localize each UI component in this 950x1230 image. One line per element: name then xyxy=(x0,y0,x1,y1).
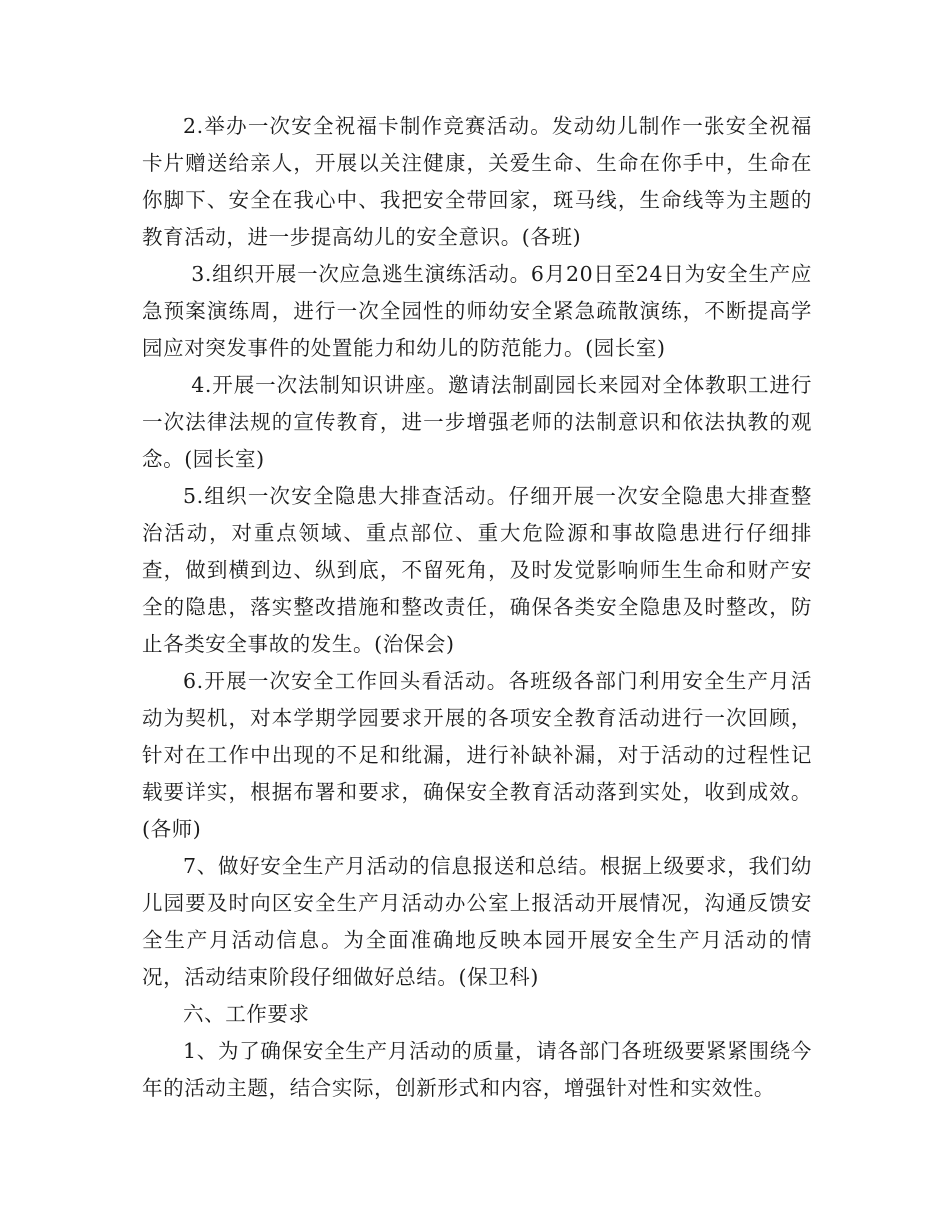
paragraph-item-4: 4.开展一次法制知识讲座。邀请法制副园长来园对全体教职工进行一次法律法规的宣传教育，进一步增强老师的法制意识和依法执教的观念。(园长室) xyxy=(142,373,812,471)
paragraph-requirement-1: 1、为了确保安全生产月活动的质量，请各部门各班级要紧紧围绕今年的活动主题，结合实际，创新形式和内容，增强针对性和实效性。 xyxy=(142,1039,812,1100)
paragraph-item-5: 5.组织一次安全隐患大排查活动。仔细开展一次安全隐患大排查整治活动，对重点领域、重点部位、重大危险源和事故隐患进行仔细排查，做到横到边、纵到底，不留死角，及时发觉影响师生生命和财产安全的隐患，落实整改措施和整改责任，确保各类安全隐患及时整改，防止各类安全事故的发生。(治保会) xyxy=(142,484,812,656)
paragraph-item-2: 2.举办一次安全祝福卡制作竞赛活动。发动幼儿制作一张安全祝福卡片赠送给亲人，开展以关注健康，关爱生命、生命在你手中，生命在你脚下、安全在我心中、我把安全带回家，斑马线，生命线等为主题的教育活动，进一步提高幼儿的安全意识。(各班) xyxy=(142,114,812,249)
paragraph-item-6: 6.开展一次安全工作回头看活动。各班级各部门利用安全生产月活动为契机，对本学期学园要求开展的各项安全教育活动进行一次回顾，针对在工作中出现的不足和纰漏，进行补缺补漏，对于活动的过程性记载要详实，根据布署和要求，确保安全教育活动落到实处，收到成效。(各师) xyxy=(142,669,812,841)
paragraph-item-7: 7、做好安全生产月活动的信息报送和总结。根据上级要求，我们幼儿园要及时向区安全生产月活动办公室上报活动开展情况，沟通反馈安全生产月活动信息。为全面准确地反映本园开展安全生产月活动的情况，活动结束阶段仔细做好总结。(保卫科) xyxy=(142,854,812,989)
section-heading-work-requirements: 六、工作要求 xyxy=(183,1002,310,1026)
paragraph-item-3: 3.组织开展一次应急逃生演练活动。6月20日至24日为安全生产应急预案演练周，进行一次全园性的师幼安全紧急疏散演练，不断提高学园应对突发事件的处置能力和幼儿的防范能力。(园长室) xyxy=(142,262,812,360)
document-body xyxy=(142,108,812,1107)
